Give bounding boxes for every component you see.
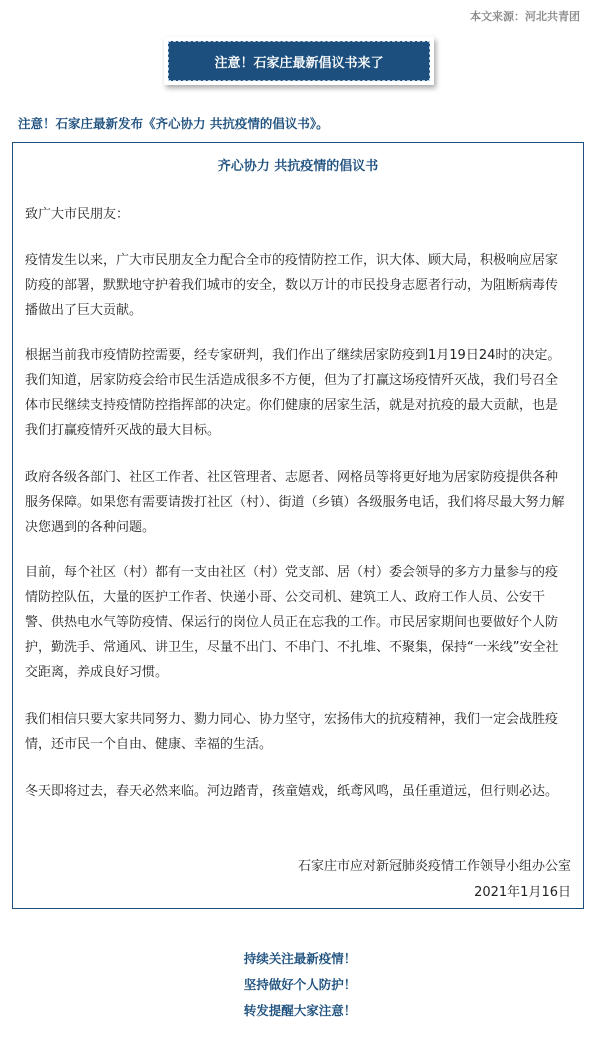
proposal-letter — [12, 142, 584, 909]
source-credit: 本文来源：河北共青团 — [470, 10, 580, 23]
footer-line-3: 转发提醒大家注意！ — [243, 1003, 357, 1018]
banner-title: 注意！石家庄最新倡议书来了 — [168, 41, 430, 81]
footer-line-2: 坚持做好个人防护！ — [243, 977, 357, 992]
intro-text: 注意！石家庄最新发布《齐心协力 共抗疫情的倡议书》。 — [18, 116, 329, 131]
letter-paragraph-1: 疫情发生以来，广大市民朋友全力配合全市的疫情防控工作，识大体、顾大局，积极响应居家防疫的部署，默默地守护着我们城市的安全，数以万计的市民投身志愿者行动，为阻断病毒传播做出了巨大贡献。 — [25, 253, 559, 318]
letter-greeting: 致广大市民朋友： — [25, 207, 130, 222]
letter-signature: 石家庄市应对新冠肺炎疫情工作领导小组办公室 — [297, 859, 571, 874]
letter-paragraph-5: 我们相信只要大家共同努力、勠力同心、协力坚守，宏扬伟大的抗疫精神，我们一定会战胜疫情，还市民一个自由、健康、幸福的生活。 — [25, 712, 559, 752]
letter-date: 2021年1月16日 — [474, 885, 571, 900]
letter-title: 齐心协力 共抗疫情的倡议书 — [217, 159, 379, 174]
letter-paragraph-2: 根据当前我市疫情防控需要，经专家研判，我们作出了继续居家防疫到1月19日24时的决定。我们知道，居家防疫会给市民生活造成很多不方便，但为了打赢这场疫情歼灭战，我们号召全体市民继续支持疫情防控指挥部的决定。你们健康的居家生活，就是对抗疫的最大贡献，也是我们打赢疫情歼灭战的最大目标。 — [25, 348, 561, 438]
letter-paragraph-6: 冬天即将过去，春天必然来临。河边踏青，孩童嬉戏，纸鸢风鸣，虽任重道远，但行则必达。 — [25, 784, 559, 799]
letter-paragraph-3: 政府各级各部门、社区工作者、社区管理者、志愿者、网格员等将更好地为居家防疫提供各种服务保障。如果您有需要请拨打社区（村）、街道（乡镇）各级服务电话，我们将尽最大努力解决您遇到的各种问题。 — [25, 470, 565, 535]
letter-paragraph-4: 目前，每个社区（村）都有一支由社区（村）党支部、居（村）委会领导的多方力量参与的疫情防控队伍，大量的医护工作者、快递小哥、公交司机、建筑工人、政府工作人员、公安干警、供热电水气等防疫情、保运行的岗位人员正在忘我的工作。市民居家期间也要做好个人防护，勤洗手、常通风、讲卫生，尽量不出门、不串门、不扎堆、不聚集，保持“一米线”安全社交距离，养成良好习惯。 — [25, 565, 559, 680]
title-banner — [164, 37, 434, 85]
footer-line-1: 持续关注最新疫情！ — [243, 951, 357, 966]
